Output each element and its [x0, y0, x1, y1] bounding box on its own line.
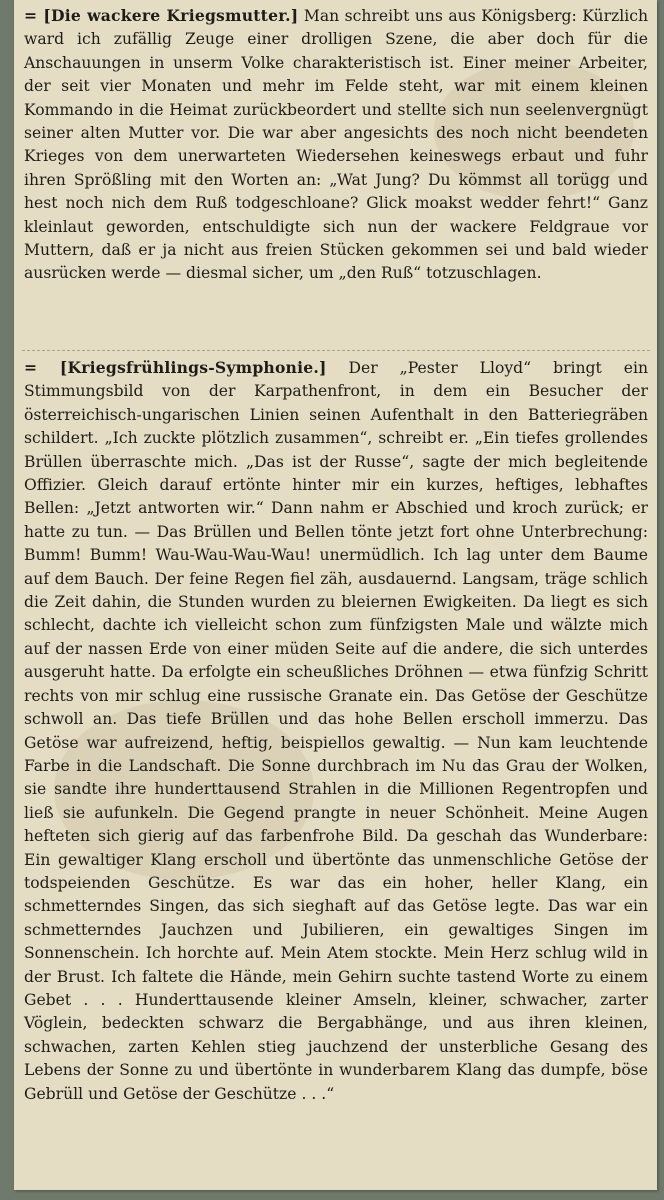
article-kriegsmutter	[24, 4, 648, 286]
article-paragraph	[24, 356, 648, 1106]
article-kriegsfruehlings-symphonie	[24, 356, 648, 1106]
article-body: Der „Pester Lloyd“ bringt ein Stimmungsbild von der Karpathenfront, in dem ein Besucher der österreichisch-ungarischen Linien seinen Aufenthalt in den Batteriegräben schildert. „Ich zuckte plötzlich zusammen“, schreibt er. „Ein tiefes grollendes Brüllen überraschte mich. „Das ist der Russe“, sagte der mich begleitende Offizier. Gleich darauf ertönte hinter mir ein kurzes, heftiges, lebhaftes Bellen: „Jetzt antworten wir.“ Dann nahm er Abschied und kroch zurück; er hatte zu tun. — Das Brüllen und Bellen tönte jetzt fort ohne Unterbrechung: Bumm! Bumm! Wau-Wau-Wau-Wau! unermüdlich. Ich lag unter dem Baume auf dem Bauch. Der feine Regen fiel zäh, ausdauernd. Langsam, träge schlich die Zeit dahin, die Stunden wurden zu bleiernen Ewigkeiten. Da liegt es sich schlecht, dachte ich vielleicht schon zum fünfzigsten Male und wälzte mich auf der nassen Erde von einer müden Seite auf die andere, die sich unterdes ausgeruht hatte. Da erfolgte ein scheußliches Dröhnen — etwa fünfzig Schritt rechts von mir schlug eine russische Granate ein. Das Getöse der Geschütze schwoll an. Das tiefe Brüllen und das hohe Bellen erscholl immerzu. Das Getöse war aufreizend, heftig, beispiellos gewaltig. — Nun kam leuchtende Farbe in die Landschaft. Die Sonne durchbrach im Nu das Grau der Wolken, sie sandte ihre hunderttausend Strahlen in die Millionen Regentropfen und ließ sie aufunkeln. Die Gegend prangte in neuer Schönheit. Meine Augen hefteten sich gierig auf das farbenfrohe Bild. Da geschah das Wunderbare: Ein gewaltiger Klang erscholl und übertönte das unmenschliche Getöse der todspeienden Geschütze. Es war das ein hoher, heller Klang, ein schmetterndes Singen, das sich sieghaft auf das Getöse legte. Das war ein schmetterndes Jauchzen und Jubilieren, ein gewaltiges Singen im Sonnenschein. Ich horchte auf. Mein Atem stockte. Mein Herz schlug wild in der Brust. Ich faltete die Hände, mein Gehirn suchte tastend Worte zu einem Gebet . . . Hunderttausende kleiner Amseln, kleiner, schwacher, zarter Vöglein, bedeckten schwarz die Bergabhänge, und aus ihren kleinen, schwachen, zarten Kehlen stieg jauchzend der unsterbliche Gesang des Lebens der Sonne zu und übertönte in wunderbarem Klang das dumpfe, böse Gebrüll und Getöse der Geschütze . . .“	[24, 359, 649, 1103]
article-paragraph	[24, 4, 648, 286]
newspaper-clipping	[14, 0, 657, 1190]
article-separator	[22, 350, 650, 351]
article-body: Man schreibt uns aus Königsberg: Kürzlich ward ich zufällig Zeuge einer drolligen Szene, die aber doch für die Anschauungen in unserm Volke charakteristisch ist. Einer meiner Arbeiter, der seit vier Monaten und mehr im Felde steht, war mit einem kleinen Kommando in die Heimat zurückbeordert und stellte sich nun seelenvergnügt seiner alten Mutter vor. Die war aber angesichts des noch nicht beendeten Krieges von dem unerwarteten Wiedersehen keineswegs erbaut und fuhr ihren Sprößling mit den Worten an: „Wat Jung? Du kömmst all torügg und hest noch nich dem Ruß todgeschloane? Glick moakst wedder fehrt!“ Ganz kleinlaut geworden, entschuldigte sich nun der wackere Feldgraue vor Muttern, daß er ja nicht aus freien Stücken gekommen sei und bald wieder ausrücken werde — diesmal sicher, um „den Ruß“ totzuschlagen.	[24, 7, 648, 283]
article-headline: = [Die wackere Kriegsmutter.]	[24, 6, 299, 25]
article-headline: = [Kriegsfrühlings-Symphonie.]	[24, 358, 327, 377]
